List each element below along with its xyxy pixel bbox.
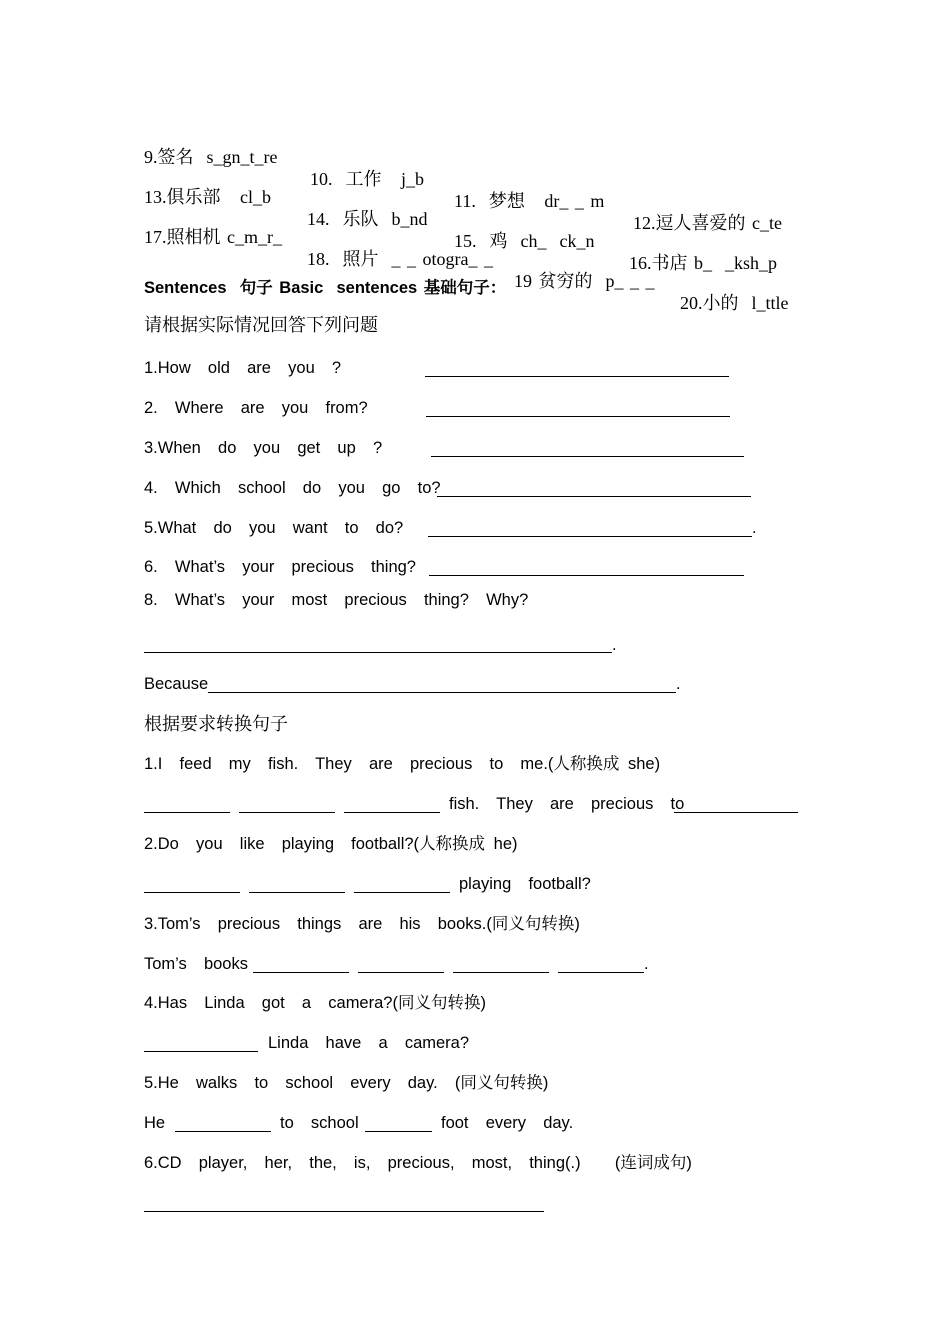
because-blank[interactable] [208,692,676,693]
vocab-item-18: 18. 照片 _ _ otogra_ _ [307,249,493,269]
question-2: 2. Where are you from? [144,399,368,417]
t5-blank-1[interactable] [175,1131,271,1132]
t3-blank-3[interactable] [453,972,549,973]
question-3: 3.When do you get up ? [144,439,383,457]
question-1: 1.How old are you ? [144,359,342,377]
t5-answer-mid: to school [280,1114,359,1132]
vocab-item-20: 20.小的 l_ttle [680,293,789,313]
question-6: 6. What’s your precious thing? [144,558,416,576]
answer-blank-4[interactable] [437,496,751,497]
t5-blank-2[interactable] [365,1131,432,1132]
t3-answer-period: . [644,955,649,973]
vocab-item-9: 9.签名 s_gn_t_re [144,147,278,167]
question-4: 4. Which school do you go to? [144,479,441,497]
answer-5-period: . [752,519,757,537]
because-period: . [676,675,681,693]
vocab-item-13: 13.俱乐部 cl_b [144,187,271,207]
question-5: 5.What do you want to do? [144,519,404,537]
answer-instruction: 请根据实际情况回答下列问题 [144,315,378,335]
answer-blank-6[interactable] [429,575,744,576]
vocab-item-19: 19 贫穷的 p_ _ _ [514,271,655,291]
t5-answer-end: foot every day. [441,1114,574,1132]
section-title: Sentences 句子 Basic sentences 基础句子： [144,279,507,297]
t1-blank-3[interactable] [344,812,440,813]
answer-blank-3[interactable] [431,456,744,457]
transform-2: 2.Do you like playing football?(人称换成 he) [144,835,518,853]
because-label: Because [144,675,209,693]
answer-blank-1[interactable] [425,376,729,377]
t6-blank[interactable] [144,1211,544,1212]
t1-blank-4[interactable] [674,812,798,813]
transform-3: 3.Tom’s precious things are his books.(同义句转换) [144,915,580,933]
t2-blank-3[interactable] [354,892,450,893]
transform-1: 1.I feed my fish. They are precious to me.(人称换成 she) [144,755,661,773]
t2-blank-2[interactable] [249,892,345,893]
answer-blank-5[interactable] [428,536,752,537]
t1-blank-2[interactable] [239,812,335,813]
t3-blank-4[interactable] [558,972,644,973]
answer-blank-8[interactable] [144,652,612,653]
t1-blank-1[interactable] [144,812,230,813]
t1-answer-text: fish. They are precious to [449,795,685,813]
vocab-item-14: 14. 乐队 b_nd [307,209,428,229]
t2-blank-1[interactable] [144,892,240,893]
vocab-item-17: 17.照相机 c_m_r_ [144,227,282,247]
t3-answer-start: Tom’s books [144,955,248,973]
vocab-item-11: 11. 梦想 dr_ _ m [454,191,605,211]
transform-instruction: 根据要求转换句子 [144,714,288,734]
transform-6: 6.CD player, her, the, is, precious, most, thing(.) (连词成句) [144,1154,692,1172]
question-8: 8. What’s your most precious thing? Why? [144,591,529,609]
vocab-item-10: 10. 工作 j_b [310,169,425,189]
t4-blank-1[interactable] [144,1051,258,1052]
t4-answer-text: Linda have a camera? [268,1034,470,1052]
vocab-item-16: 16.书店 b_ _ksh_p [629,253,778,273]
transform-5: 5.He walks to school every day. (同义句转换) [144,1074,549,1092]
answer-8-period: . [612,636,617,654]
t3-blank-1[interactable] [253,972,349,973]
t2-answer-text: playing football? [459,875,591,893]
vocab-item-15: 15. 鸡 ch_ ck_n [454,231,595,251]
t5-answer-he: He [144,1114,166,1132]
answer-blank-2[interactable] [426,416,730,417]
transform-4: 4.Has Linda got a camera?(同义句转换) [144,994,486,1012]
t3-blank-2[interactable] [358,972,444,973]
vocab-item-12: 12.逗人喜爱的 c_te [633,213,782,233]
